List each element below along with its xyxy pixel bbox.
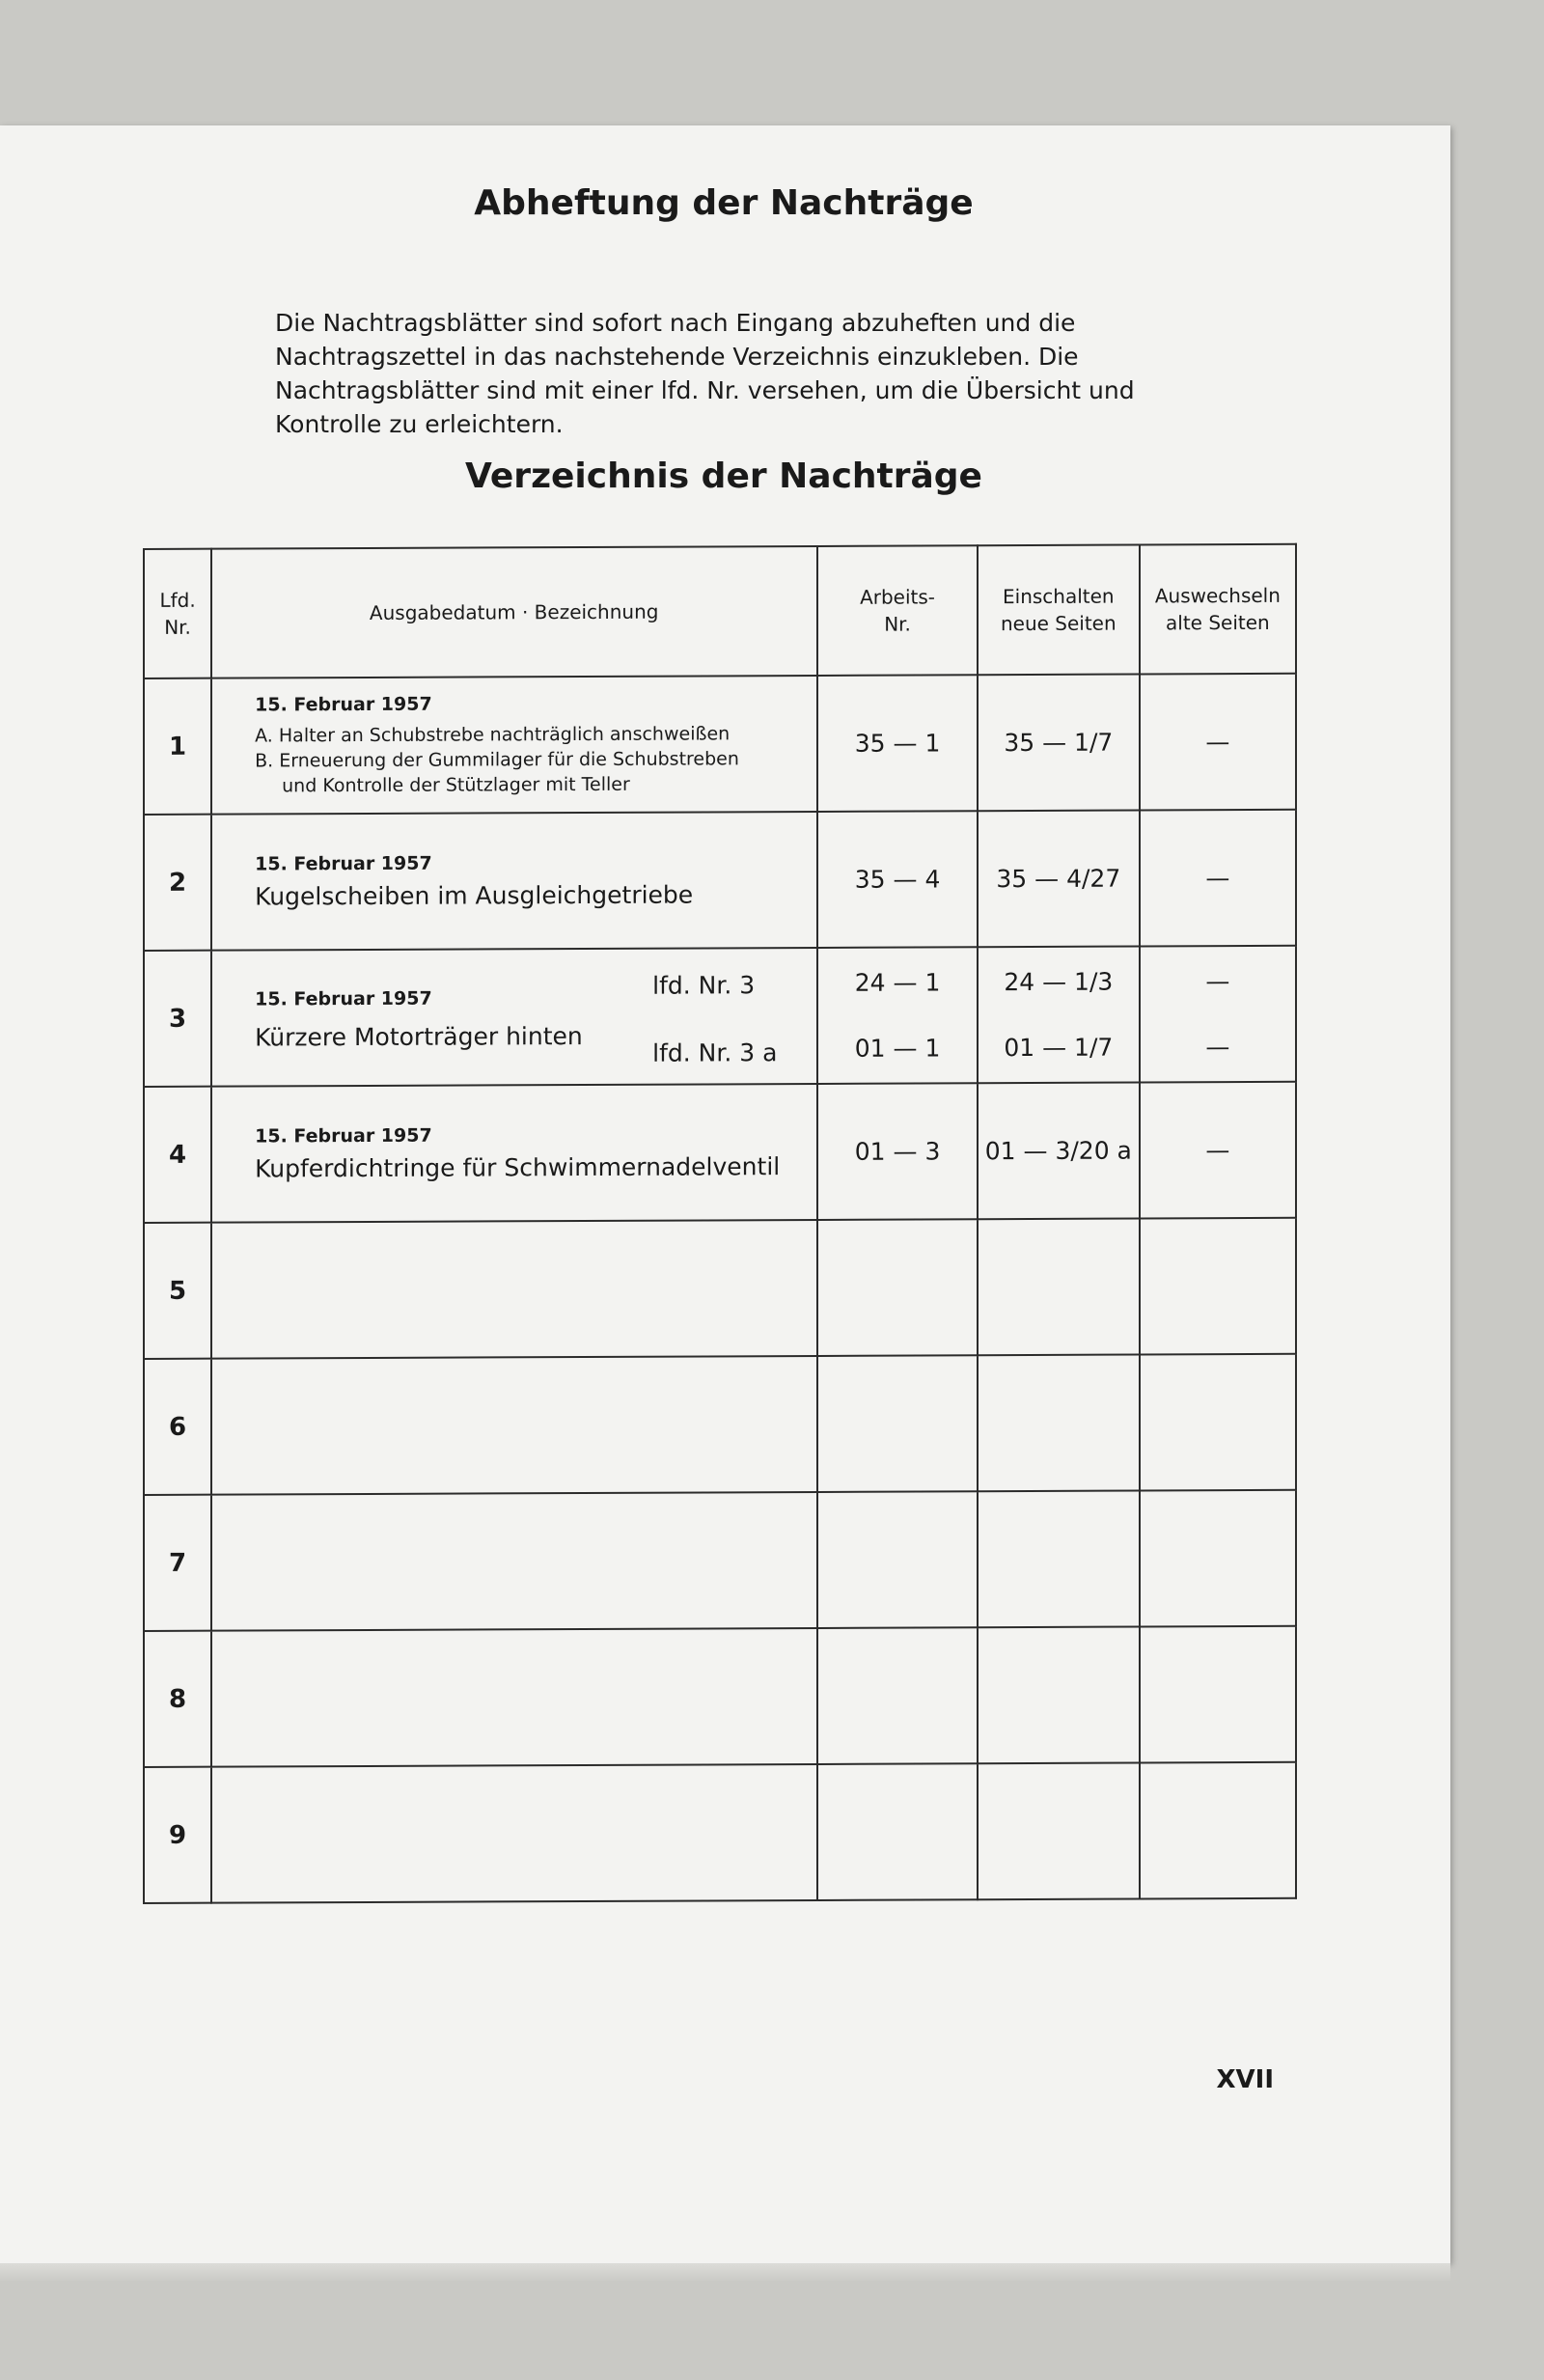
header-einschalten	[978, 544, 1140, 675]
row-einschalten	[978, 1490, 1140, 1627]
row-auswechseln: —	[1140, 810, 1296, 947]
page-edge	[0, 2263, 1450, 2283]
row-line-a: A. Halter an Schubstrebe nachträglich anschweißen	[255, 722, 731, 746]
row-arbeits-nr: 35 — 1	[817, 675, 978, 812]
row-number: 5	[144, 1223, 211, 1359]
row-number: 3	[144, 951, 211, 1087]
row-number: 6	[144, 1359, 211, 1495]
row-einschalten	[978, 1218, 1140, 1355]
page-number: XVII	[1216, 2065, 1274, 2094]
header-lfd-line2: Nr.	[164, 615, 191, 639]
row-date: 15. Februar 1957	[255, 693, 432, 715]
header-auswechseln-line1: Auswechseln	[1154, 583, 1281, 608]
row-arbeits-nr	[817, 1491, 978, 1628]
row-description	[211, 1220, 817, 1359]
header-lfd-nr	[144, 549, 211, 678]
row-einschalten	[978, 1762, 1140, 1899]
table-row	[144, 810, 1296, 951]
row-date: 15. Februar 1957	[255, 852, 432, 875]
row-arbeits-nr: 01 — 3	[817, 1083, 978, 1220]
row-arbeits-nr	[817, 1355, 978, 1492]
header-auswechseln	[1140, 544, 1296, 675]
header-auswechseln-line2: alte Seiten	[1166, 610, 1270, 635]
row-number: 1	[144, 678, 211, 815]
row-auswechseln	[1140, 1626, 1296, 1763]
table-row	[144, 1490, 1296, 1631]
header-description: Ausgabedatum · Bezeichnung	[211, 546, 817, 678]
row-arbeits-nr	[817, 1627, 978, 1764]
row-number: 2	[144, 815, 211, 951]
row-description	[211, 676, 817, 815]
row-einschalten: 35 — 1/7	[978, 674, 1140, 811]
row-arbeits-nr	[817, 947, 978, 1084]
document-title: Abheftung der Nachträge	[474, 183, 974, 223]
row-auswechseln-a: —	[1205, 966, 1230, 995]
row-einschalten: 01 — 3/20 a	[978, 1082, 1140, 1219]
table-row	[144, 946, 1296, 1087]
table-row	[144, 1218, 1296, 1359]
row-auswechseln	[1140, 1354, 1296, 1491]
row-lfd-ref-b: lfd. Nr. 3 a	[652, 1038, 778, 1067]
row-auswechseln	[1140, 946, 1296, 1083]
row-number: 7	[144, 1495, 211, 1631]
row-number: 8	[144, 1631, 211, 1767]
header-arbeits-line2: Nr.	[884, 612, 911, 636]
row-einschalten	[978, 1626, 1140, 1763]
row-auswechseln	[1140, 1490, 1296, 1627]
register-table	[143, 543, 1297, 1904]
header-arbeits-line1: Arbeits-	[860, 585, 936, 609]
row-line-b: B. Erneuerung der Gummilager für die Schubstreben	[255, 747, 739, 771]
header-einschalten-line2: neue Seiten	[1000, 611, 1117, 636]
table-row	[144, 674, 1296, 815]
row-description	[211, 1492, 817, 1631]
row-arbeits-nr	[817, 1763, 978, 1900]
row-einschalten	[978, 1354, 1140, 1491]
row-date: 15. Februar 1957	[255, 1124, 432, 1148]
row-auswechseln-b: —	[1205, 1033, 1230, 1062]
row-description	[211, 1356, 817, 1495]
row-einschalten	[978, 946, 1140, 1083]
row-arbeits-nr: 35 — 4	[817, 811, 978, 948]
row-arbeits-a: 24 — 1	[854, 968, 941, 997]
row-number: 9	[144, 1767, 211, 1903]
row-einschalten: 35 — 4/27	[978, 810, 1140, 947]
row-description	[211, 1764, 817, 1903]
row-line-c: und Kontrolle der Stützlager mit Teller	[282, 773, 630, 796]
table-row	[144, 1354, 1296, 1495]
row-description	[211, 948, 817, 1087]
row-description	[211, 812, 817, 951]
row-description	[211, 1628, 817, 1767]
table-header-row	[144, 544, 1296, 678]
row-einschalten-b: 01 — 1/7	[1004, 1033, 1114, 1063]
row-lfd-ref-a: lfd. Nr. 3	[652, 971, 756, 1000]
header-arbeits-nr	[817, 545, 978, 676]
header-lfd-line1: Lfd.	[159, 588, 196, 612]
row-date: 15. Februar 1957	[255, 987, 432, 1010]
row-auswechseln	[1140, 1762, 1296, 1899]
intro-paragraph: Die Nachtragsblätter sind sofort nach Eingang abzuheften und die Nachtragszettel in das nachstehende Verzeichnis einzukleben. Die Nachtragsblätter sind mit einer lfd. Nr. versehen, um die Übersicht und Kontrolle zu erleichtern.	[275, 309, 1135, 438]
header-einschalten-line1: Einschalten	[1003, 584, 1115, 609]
row-text: Kugelscheiben im Ausgleichgetriebe	[255, 880, 694, 911]
row-description	[211, 1084, 817, 1223]
row-einschalten-a: 24 — 1/3	[1004, 967, 1114, 996]
table-title: Verzeichnis der Nachträge	[465, 457, 982, 496]
row-auswechseln: —	[1140, 674, 1296, 811]
row-arbeits-nr	[817, 1219, 978, 1356]
row-auswechseln: —	[1140, 1082, 1296, 1219]
row-auswechseln	[1140, 1218, 1296, 1355]
row-text: Kupferdichtringe für Schwimmernadelventil	[255, 1152, 781, 1183]
table-row	[144, 1082, 1296, 1223]
table-row	[144, 1762, 1296, 1903]
row-text: Kürzere Motorträger hinten	[255, 1022, 583, 1052]
row-number: 4	[144, 1087, 211, 1223]
row-arbeits-b: 01 — 1	[854, 1034, 941, 1064]
table-row	[144, 1626, 1296, 1767]
